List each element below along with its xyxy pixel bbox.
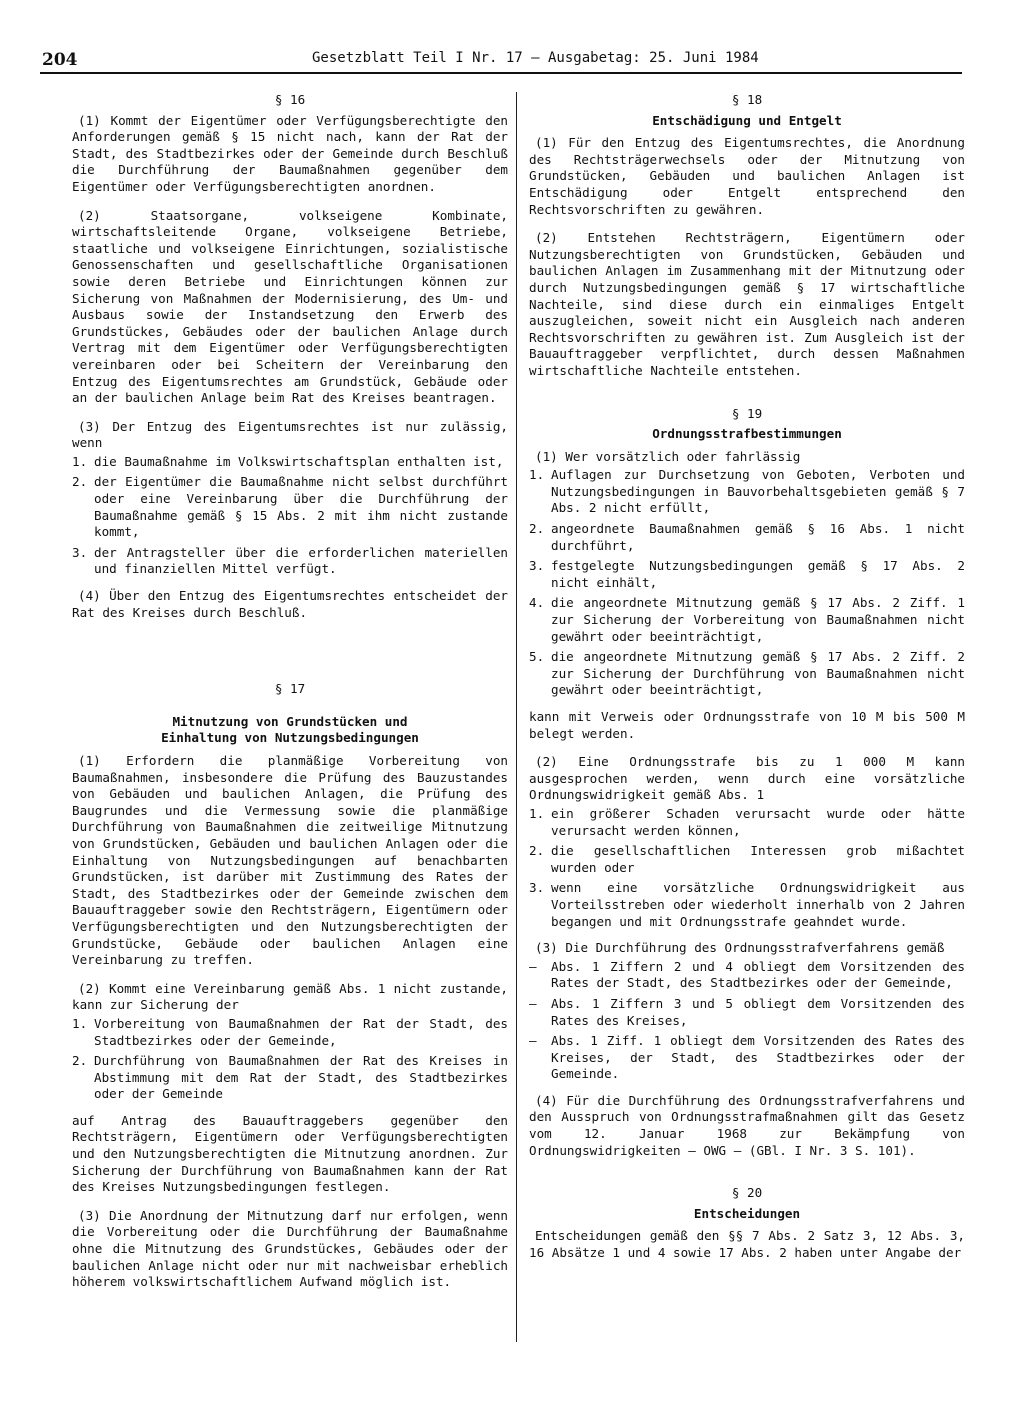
s20-paragraph-1: Entscheidungen gemäß den §§ 7 Abs. 2 Satz 3, 12 Abs. 3, 16 Absätze 1 und 4 sowie 17 Abs. 2 haben unter Angabe der (529, 1228, 965, 1261)
s17-paragraph-1: (1) Erfordern die planmäßige Vorbereitung von Baumaßnahmen, insbesondere die Prüfung des Bauzustandes von Gebäuden und baulichen Anlagen, die Prüfung des Baugrundes und die Vermessung sowie die planmäßige Durchführung von Baumaßnahmen die zeitweilige Mitnutzung von Grundstücken, Gebäuden und baulichen Anlagen oder die Einhaltung von Nutzungsbedingungen auf benachbarten Grundstücken, ist darüber mit Zustimmung des Rates der Stadt, des Stadtbezirkes oder der Gemeinde zwischen dem Bauauftraggeber sowie den Rechtsträgern, Eigentümern oder Verfügungsberechtigten und den Nutzungsberechtigten der Grundstücke, Gebäude oder baulichen Anlagen eine Vereinbarung zu treffen. (72, 753, 508, 968)
s16-paragraph-1: (1) Kommt der Eigentümer oder Verfügungsberechtigte den Anforderungen gemäß § 15 nicht nach, kann der Rat der Stadt, des Stadtbezirkes oder der Gemeinde durch Beschluß die Durchführung der Baumaßnahmen gegenüber dem Eigentümer oder Verfügungsberechtigten anordnen. (72, 112, 508, 194)
s17-paragraph-2-intro: (2) Kommt eine Vereinbarung gemäß Abs. 1 nicht zustande, kann zur Sicherung der (72, 980, 508, 1013)
s17-paragraph-2-outro: auf Antrag des Bauauftraggebers gegenüber den Rechtsträgern, Eigentümern oder Verfügungsberechtigten und den Nutzungsberechtigten die Mitnutzung anordnen. Zur Sicherung der Durchführung von Baumaßnahmen kann der Rat des Kreises Nutzungsbedingungen festlegen. (72, 1112, 508, 1195)
list-item: 2. die gesellschaftlichen Interessen grob mißachtet wurden oder (529, 843, 965, 875)
s18-paragraph-1: (1) Für den Entzug des Eigentumsrechtes, die Anordnung des Rechtsträgerwechsels oder der Mitnutzung von Grundstücken, Gebäuden und baulichen Anlagen ist Entschädigung oder Entgelt entsprechend den Rechtsvorschriften zu gewähren. (529, 135, 965, 217)
s16-paragraph-3-list (72, 454, 508, 578)
section-18-heading: § 18 (731, 92, 763, 107)
s19-paragraph-3-list (529, 959, 965, 1083)
list-item: 3. der Antragsteller über die erforderlichen materiellen und finanziellen Mittel verfügt. (72, 544, 508, 577)
s19-paragraph-1-list (529, 467, 965, 699)
section-20-title: Entscheidungen (693, 1205, 801, 1221)
list-item: 3. festgelegte Nutzungsbedingungen gemäß § 17 Abs. 2 nicht einhält, (529, 558, 965, 590)
column-divider (516, 92, 517, 1342)
section-19-heading: § 19 (731, 405, 763, 421)
s19-paragraph-2-intro: (2) Eine Ordnungsstrafe bis zu 1 000 M kann ausgesprochen werden, wenn durch eine vorsätzliche Ordnungswidrigkeit gemäß Abs. 1 (529, 754, 965, 803)
s19-paragraph-4: (4) Für die Durchführung des Ordnungsstrafverfahrens und den Ausspruch von Ordnungsstrafmaßnahmen gilt das Gesetz vom 12. Januar 1968 zur Bekämpfung von Ordnungswidrigkeiten — OWG — (GBl. I Nr. 3 S. 101). (529, 1092, 965, 1158)
s17-paragraph-2-list (72, 1016, 508, 1103)
left-column (72, 92, 508, 1303)
s19-paragraph-1-outro: kann mit Verweis oder Ordnungsstrafe von 10 M bis 500 M belegt werden. (529, 709, 965, 741)
list-item: — Abs. 1 Ziff. 1 obliegt dem Vorsitzenden des Rates des Kreises, der Stadt, des Stadtbezirkes oder der Gemeinde. (529, 1033, 965, 1082)
section-17-heading: § 17 (274, 681, 306, 697)
s19-paragraph-2-list (529, 806, 965, 930)
s16-paragraph-3-intro: (3) Der Entzug des Eigentumsrechtes ist nur zulässig, wenn (72, 418, 508, 451)
section-20-heading: § 20 (731, 1185, 763, 1201)
header-rule (40, 72, 962, 74)
list-item: 2. Durchführung von Baumaßnahmen der Rat des Kreises in Abstimmung mit dem Rat der Stadt, des Stadtbezirkes oder der Gemeinde (72, 1053, 508, 1102)
s17-paragraph-3: (3) Die Anordnung der Mitnutzung darf nur erfolgen, wenn die Vorbereitung oder die Durchführung der Baumaßnahme ohne die Mitnutzung des Grundstückes, Gebäudes oder der baulichen Anlage nicht oder nur mit nachweisbar erheblich höherem volkswirtschaftlichem Aufwand möglich ist. (72, 1207, 508, 1290)
list-item: 1. die Baumaßnahme im Volkswirtschaftsplan enthalten ist, (72, 453, 504, 469)
list-item: 2. der Eigentümer die Baumaßnahme nicht selbst durchführt oder eine Vereinbarung über die Durchführung der Baumaßnahme gemäß § 15 Abs. 2 mit ihm nicht zustande kommt, (72, 474, 508, 540)
s18-paragraph-2: (2) Entstehen Rechtsträgern, Eigentümern oder Nutzungsberechtigten von Grundstücken, Gebäuden und baulichen Anlagen im Zusammenhang mit der Mitnutzung oder durch Nutzungsbedingungen gemäß § 17 wirtschaftliche Nachteile, sind diese durch ein einmaliges Entgelt auszugleichen, soweit nicht ein Ausgleich nach anderen Rechtsvorschriften zu gewähren ist. Zum Ausgleich ist der Bauauftraggeber verpflichtet, durch dessen Maßnahmen wirtschaftliche Nachteile entstehen. (529, 230, 965, 378)
list-item: 5. die angeordnete Mitnutzung gemäß § 17 Abs. 2 Ziff. 2 zur Sicherung der Durchführung von Baumaßnahmen nicht gewährt oder beeinträchtigt, (529, 649, 965, 698)
list-item: 1. ein größerer Schaden verursacht wurde oder hätte verursacht werden können, (529, 805, 965, 838)
s19-paragraph-1-intro: (1) Wer vorsätzlich oder fahrlässig (535, 448, 801, 464)
list-item: 2. angeordnete Baumaßnahmen gemäß § 16 Abs. 1 nicht durchführt, (529, 521, 965, 553)
section-16-heading: § 16 (274, 92, 306, 107)
section-18-title: Entschädigung und Entgelt (652, 112, 842, 128)
list-item: 3. wenn eine vorsätzliche Ordnungswidrigkeit aus Vorteilsstreben oder wiederholt innerhalb von 2 Jahren begangen und mit Ordnungsstrafe geahndet wurde. (529, 880, 965, 929)
list-item: 1. Auflagen zur Durchsetzung von Geboten, Verboten und Nutzungsbedingungen in Bauvorbehaltsgebieten gemäß § 7 Abs. 2 nicht erfüllt, (529, 467, 965, 516)
s16-paragraph-4: (4) Über den Entzug des Eigentumsrechtes entscheidet der Rat des Kreises durch Beschluß. (72, 588, 508, 620)
page-number: 204 (42, 50, 78, 70)
list-item: 4. die angeordnete Mitnutzung gemäß § 17 Abs. 2 Ziff. 1 zur Sicherung der Vorbereitung von Baumaßnahmen nicht gewährt oder beeinträchtigt, (529, 595, 965, 644)
s19-paragraph-3-intro: (3) Die Durchführung des Ordnungsstrafverfahrens gemäß (535, 940, 945, 956)
running-title: Gesetzblatt Teil I Nr. 17 — Ausgabetag: 25. Juni 1984 (312, 50, 759, 66)
section-17-title: Mitnutzung von Grundstücken und Einhaltung von Nutzungsbedingungen (161, 713, 419, 746)
s16-paragraph-2: (2) Staatsorgane, volkseigene Kombinate, wirtschaftsleitende Organe, volkseigene Betriebe, staatliche und volkseigene Einrichtungen, sozialistische Genossenschaften und gesellschaftliche Organisationen sowie deren Betriebe und Einrichtungen können zur Sicherung von Maßnahmen der Modernisierung, des Um- und Ausbaus sowie der Instandsetzung den Erwerb des Grundstückes, Gebäudes oder der baulichen Anlage durch Vertrag mit dem Eigentümer oder Verfügungsberechtigten vereinbaren oder bei Scheitern der Vereinbarung den Entzug des Eigentumsrechtes am Grundstück, Gebäude oder an der baulichen Anlage beim Rat des Kreises beantragen. (72, 207, 508, 406)
list-item: — Abs. 1 Ziffern 2 und 4 obliegt dem Vorsitzenden des Rates der Stadt, des Stadtbezirkes oder der Gemeinde, (529, 958, 965, 991)
right-column (529, 92, 965, 1274)
list-item: 1. Vorbereitung von Baumaßnahmen der Rat der Stadt, des Stadtbezirkes oder der Gemeinde, (72, 1015, 508, 1048)
section-19-title: Ordnungsstrafbestimmungen (652, 426, 842, 442)
list-item: — Abs. 1 Ziffern 3 und 5 obliegt dem Vorsitzenden des Rates des Kreises, (529, 995, 965, 1028)
